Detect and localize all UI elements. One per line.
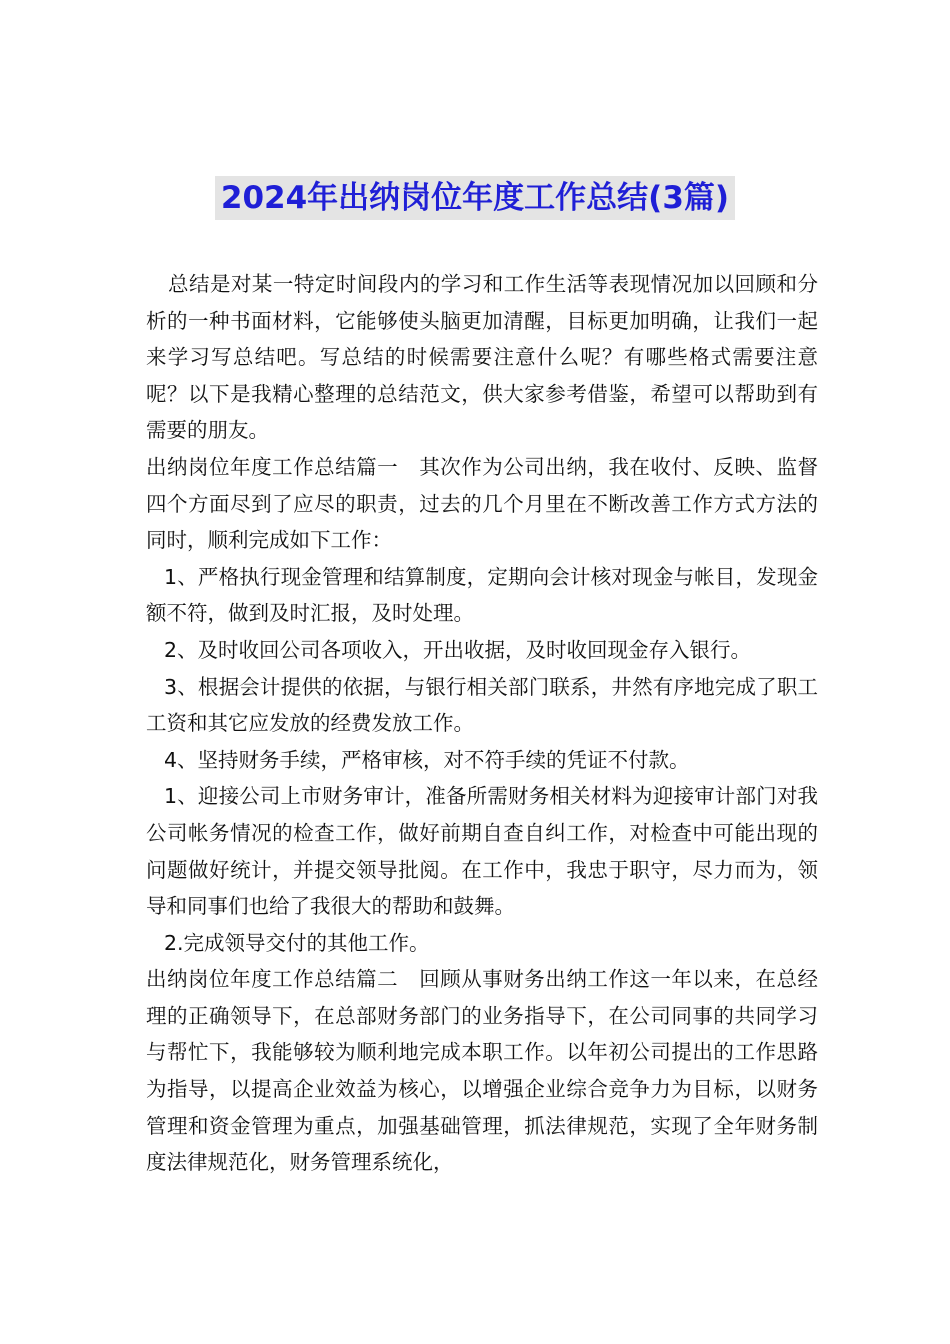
list-item-paragraph: 2、及时收回公司各项收入，开出收据，及时收回现金存入银行。	[164, 637, 752, 662]
list-item-paragraph: 4、坚持财务手续，严格审核，对不符手续的凭证不付款。	[164, 747, 690, 772]
title-container	[0, 176, 950, 220]
list-item-paragraph: 1、迎接公司上市财务审计，准备所需财务相关材料为迎接审计部门对我公司帐务情况的检查工作，做好前期自查自纠工作，对检查中可能出现的问题做好统计，并提交领导批阅。在工作中，我忠于职守，尽力而为，领导和同事们也给了我很大的帮助和鼓舞。	[146, 784, 818, 919]
intro-paragraph: 总结是对某一特定时间段内的学习和工作生活等表现情况加以回顾和分析的一种书面材料，它能够使头脑更加清醒，目标更加明确，让我们一起来学习写总结吧。写总结的时候需要注意什么呢？有哪些格式需要注意呢？以下是我精心整理的总结范文，供大家参考借鉴，希望可以帮助到有需要的朋友。	[146, 272, 818, 443]
document-body	[146, 266, 818, 1181]
document-title: 2024年出纳岗位年度工作总结(3篇)	[215, 176, 735, 220]
section-two-paragraph: 出纳岗位年度工作总结篇二 回顾从事财务出纳工作这一年以来，在总经理的正确领导下，在总部财务部门的业务指导下，在公司同事的共同学习与帮忙下，我能够较为顺利地完成本职工作。以年初公司提出的工作思路为指导，以提高企业效益为核心，以增强企业综合竞争力为目标，以财务管理和资金管理为重点，加强基础管理，抓法律规范，实现了全年财务制度法律规范化，财务管理系统化，	[146, 967, 818, 1175]
list-item-paragraph: 2.完成领导交付的其他工作。	[164, 930, 430, 955]
list-item-paragraph: 3、根据会计提供的依据，与银行相关部门联系，井然有序地完成了职工工资和其它应发放的经费发放工作。	[146, 674, 818, 736]
list-item-paragraph: 1、严格执行现金管理和结算制度，定期向会计核对现金与帐目，发现金额不符，做到及时汇报，及时处理。	[146, 564, 818, 626]
section-one-paragraph: 出纳岗位年度工作总结篇一 其次作为公司出纳，我在收付、反映、监督四个方面尽到了应尽的职责，过去的几个月里在不断改善工作方式方法的同时，顺利完成如下工作：	[146, 454, 818, 553]
